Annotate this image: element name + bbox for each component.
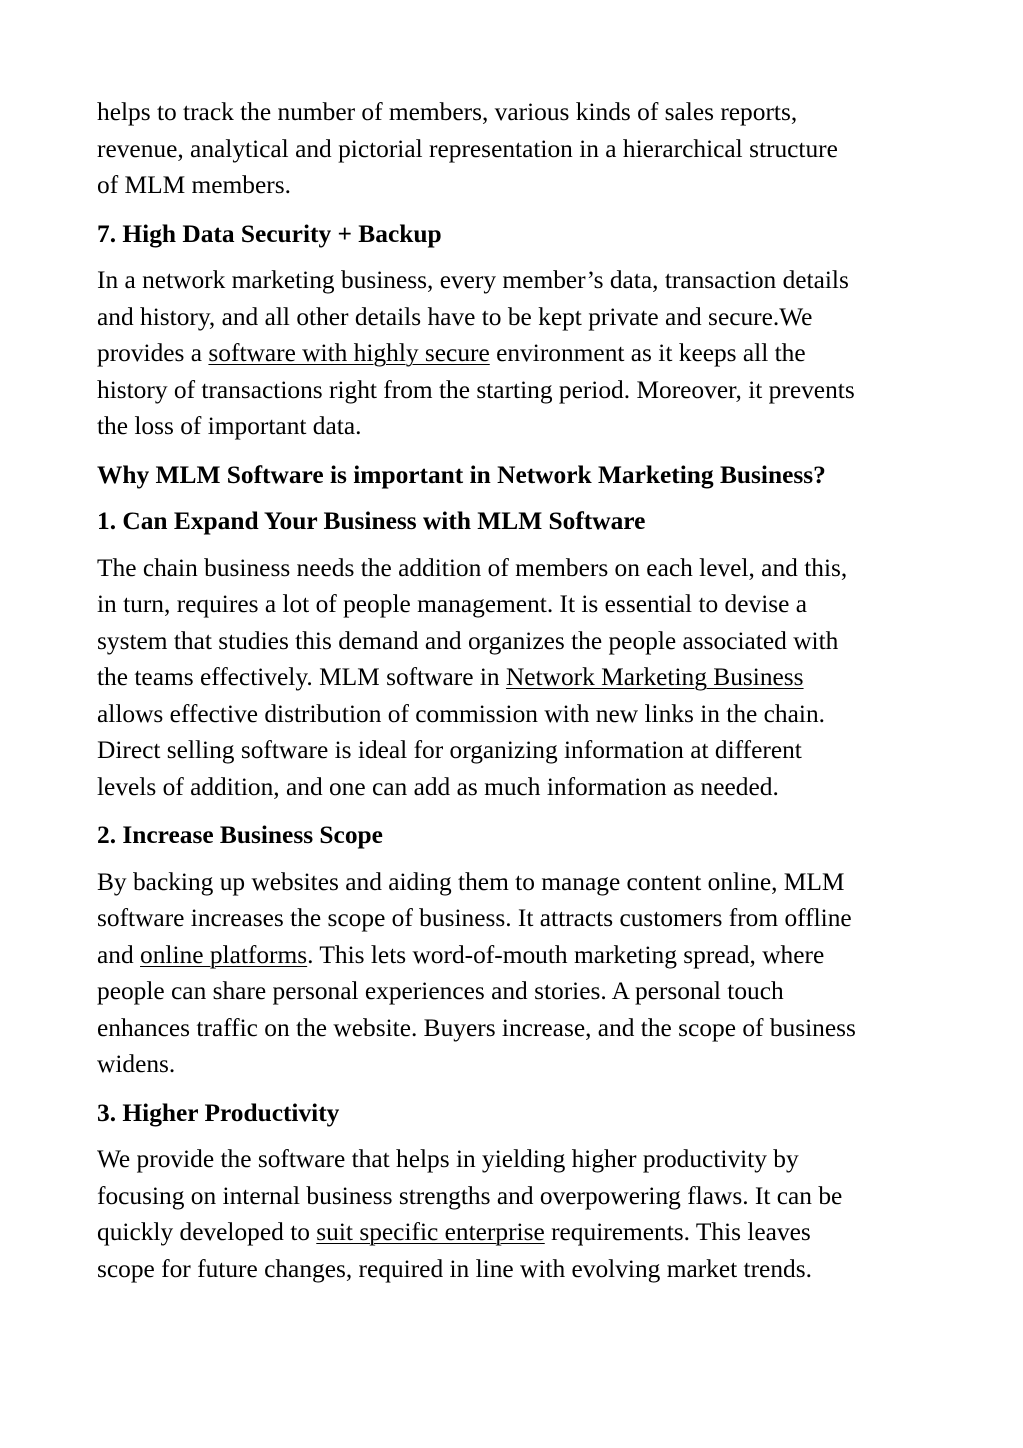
text-line: software increases the scope of business. It attracts customers from offline — [97, 904, 852, 932]
text-fragment: environment as it keeps all the — [489, 339, 806, 367]
higher-productivity-paragraph — [97, 1141, 937, 1287]
expand-business-paragraph — [97, 550, 937, 806]
text-line — [97, 1214, 937, 1251]
text-line: Direct selling software is ideal for organizing information at different — [97, 736, 802, 764]
text-fragment: provides a — [97, 339, 209, 367]
text-line: widens. — [97, 1050, 176, 1078]
text-line: helps to track the number of members, various kinds of sales reports, — [97, 98, 798, 126]
section-heading-higher-productivity: 3. Higher Productivity — [97, 1098, 340, 1127]
data-security-paragraph — [97, 262, 937, 445]
text-line: history of transactions right from the starting period. Moreover, it prevents — [97, 375, 855, 404]
text-line: levels of addition, and one can add as much information as needed. — [97, 772, 779, 801]
text-line: allows effective distribution of commission with new links in the chain. — [97, 699, 825, 728]
text-line: The chain business needs the addition of members on each level, and this, — [97, 553, 848, 582]
document-body — [97, 94, 937, 1287]
text-line — [97, 937, 937, 974]
text-line: By backing up websites and aiding them to manage content online, MLM — [97, 867, 845, 896]
text-line — [97, 659, 937, 696]
text-line: In a network marketing business, every member’s data, transaction details — [97, 266, 849, 294]
text-line: system that studies this demand and organizes the people associated with — [97, 626, 839, 655]
text-line: focusing on internal business strengths and overpowering flaws. It can be — [97, 1181, 843, 1210]
text-fragment: the teams effectively. MLM software in — [97, 663, 506, 691]
text-line: We provide the software that helps in yielding higher productivity by — [97, 1145, 799, 1173]
text-line: scope for future changes, required in line with evolving market trends. — [97, 1254, 812, 1283]
section-heading-expand-business: 1. Can Expand Your Business with MLM Software — [97, 507, 646, 535]
business-scope-paragraph — [97, 864, 937, 1083]
text-line: in turn, requires a lot of people management. It is essential to devise a — [97, 590, 808, 618]
text-line: the loss of important data. — [97, 412, 362, 440]
online-platforms-link[interactable]: online platforms — [140, 940, 308, 969]
text-line: and history, and all other details have to be kept private and secure.We — [97, 302, 813, 331]
section-heading-why-mlm: Why MLM Software is important in Network Marketing Business? — [97, 460, 826, 489]
text-line: of MLM members. — [97, 171, 291, 199]
text-fragment: and — [97, 940, 141, 969]
section-heading-data-security: 7. High Data Security + Backup — [97, 219, 442, 248]
text-fragment: . This lets word-of-mouth marketing spread, where — [307, 940, 825, 969]
suit-specific-enterprise-link[interactable]: suit specific enterprise — [316, 1218, 545, 1246]
text-line: revenue, analytical and pictorial representation in a hierarchical structure — [97, 134, 838, 163]
text-line — [97, 335, 937, 372]
text-fragment: quickly developed to — [97, 1218, 317, 1246]
text-line: enhances traffic on the website. Buyers increase, and the scope of business — [97, 1013, 856, 1042]
software-secure-link[interactable]: software with highly secure — [208, 339, 490, 367]
text-line: people can share personal experiences and stories. A personal touch — [97, 977, 784, 1005]
section-heading-business-scope: 2. Increase Business Scope — [97, 821, 383, 849]
text-fragment: requirements. This leaves — [544, 1218, 811, 1246]
network-marketing-business-link[interactable]: Network Marketing Business — [505, 663, 804, 691]
intro-paragraph — [97, 94, 937, 204]
